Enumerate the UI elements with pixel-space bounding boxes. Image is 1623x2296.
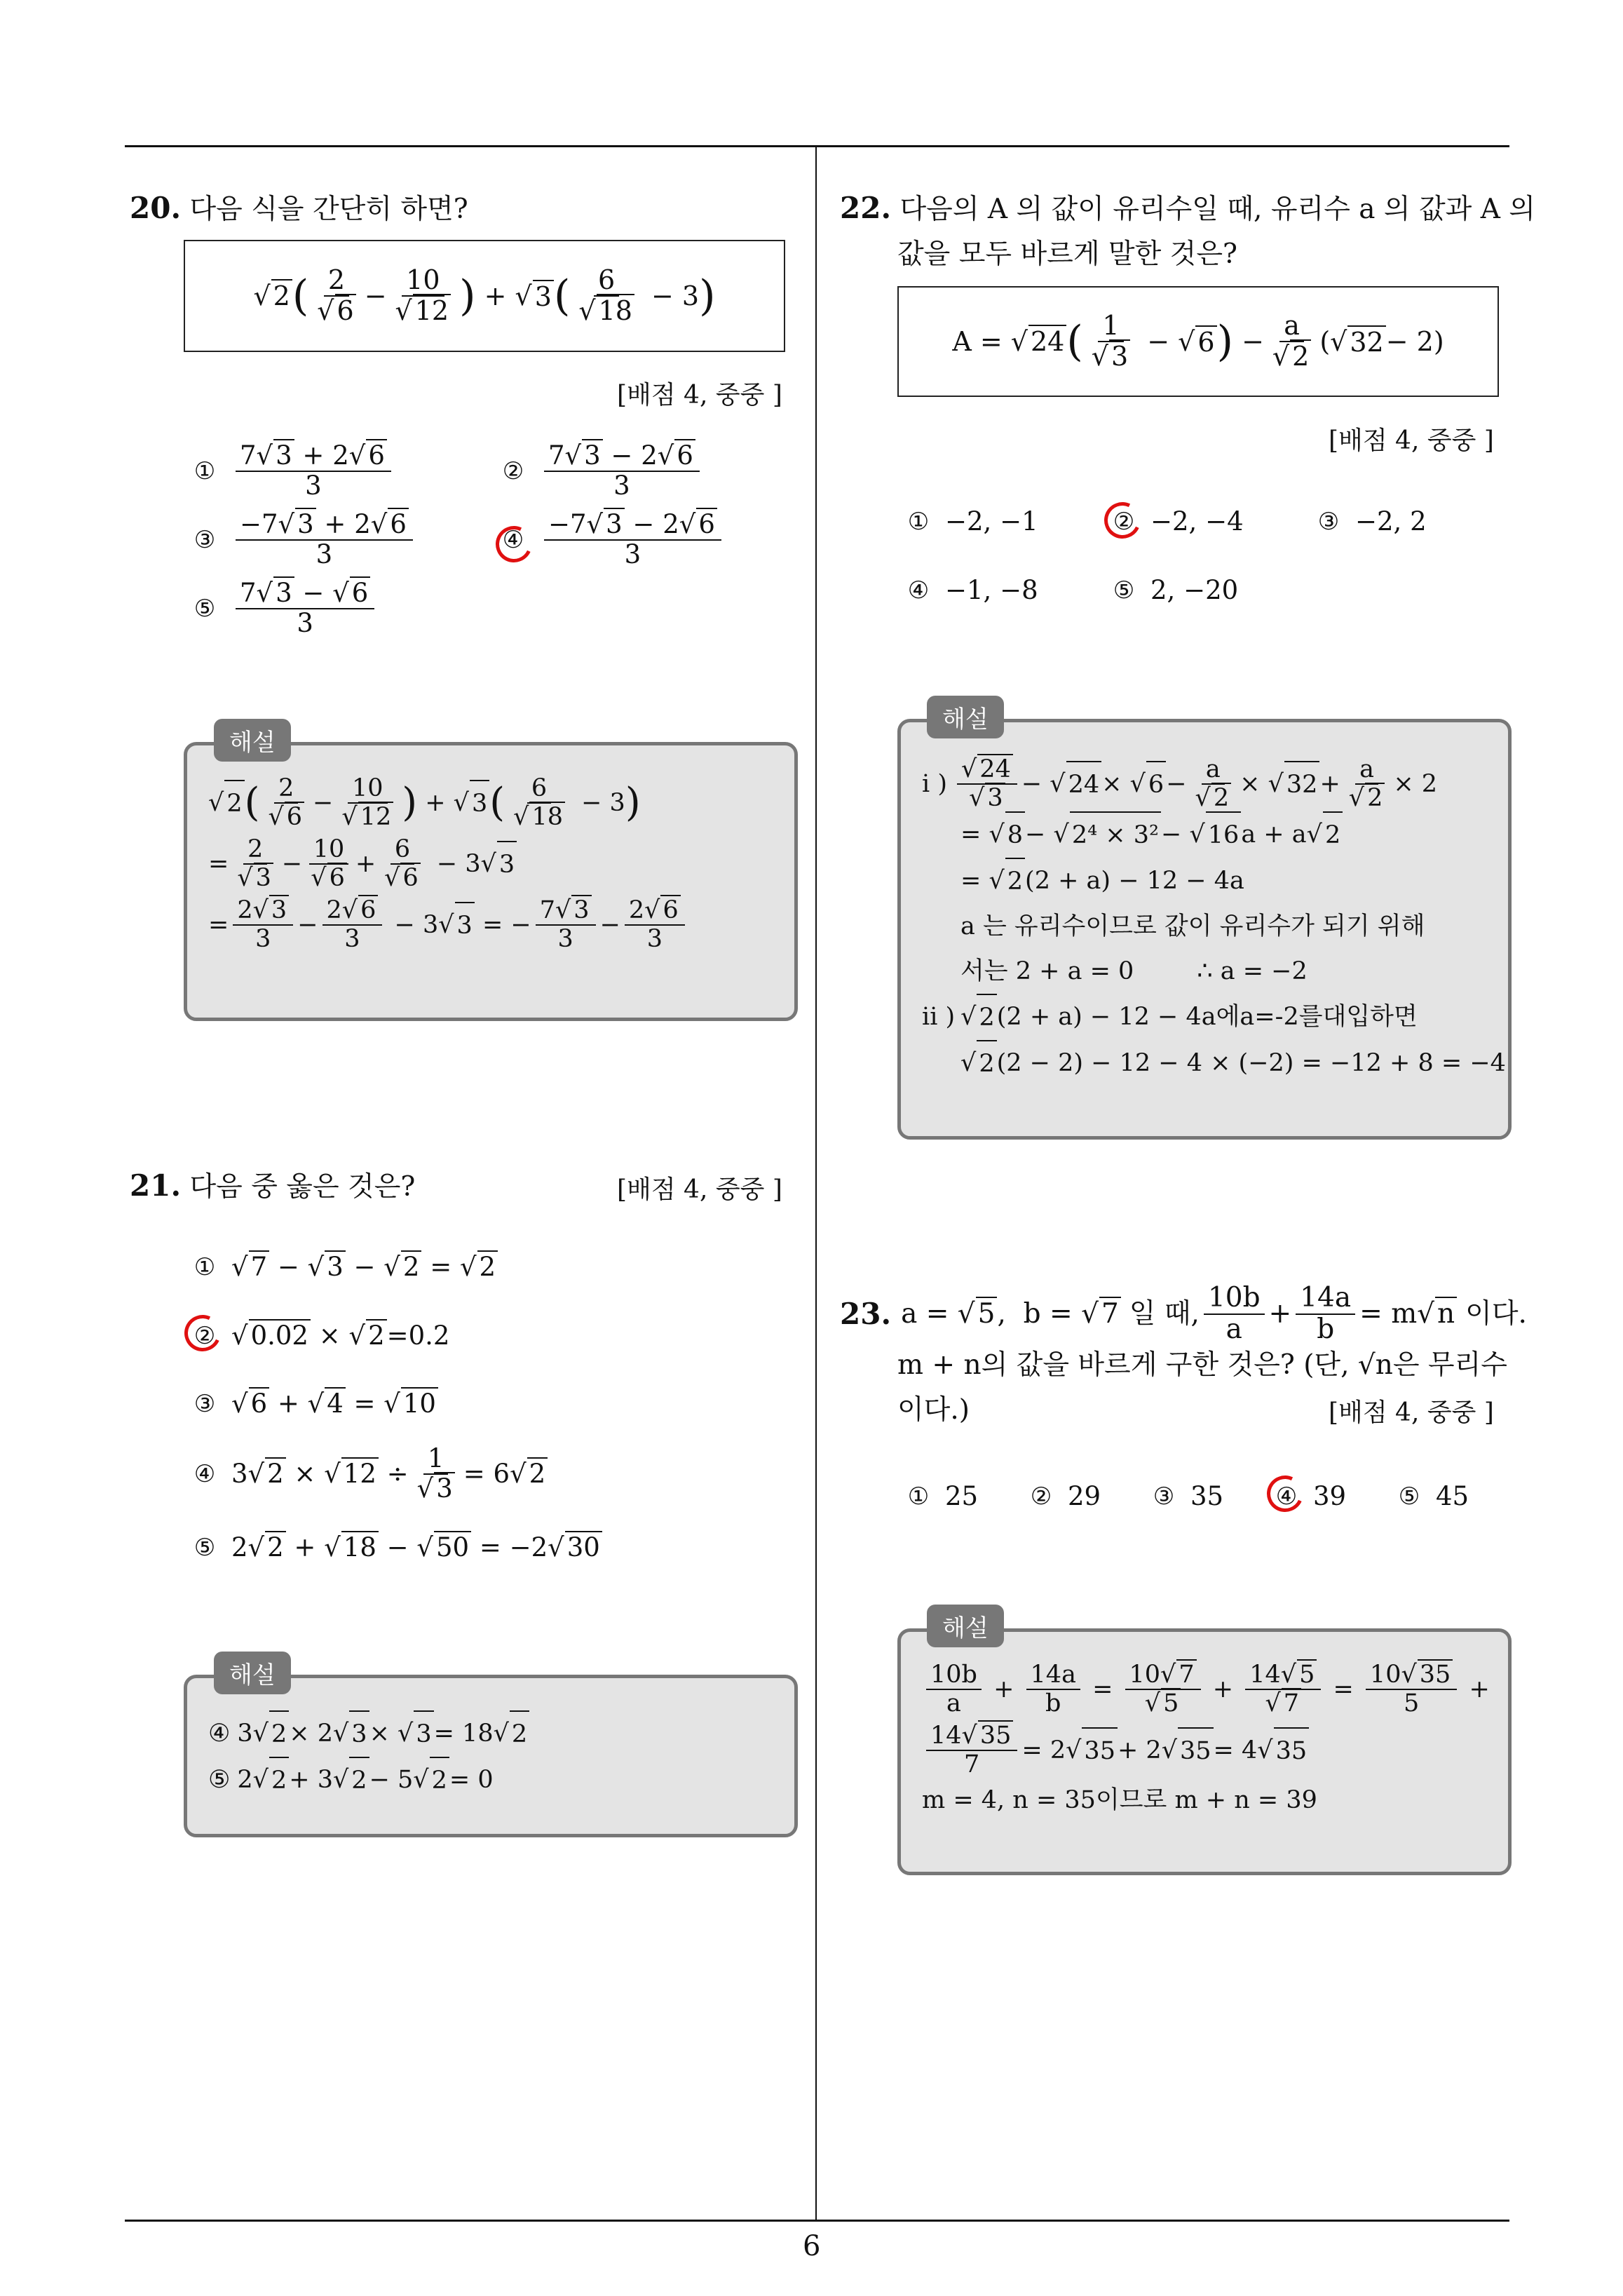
q21-question: 다음 중 옳은 것은? bbox=[189, 1171, 416, 1203]
q20-score: [배점 4, 중중 ] bbox=[617, 381, 782, 410]
q20-number: 20. bbox=[130, 191, 182, 225]
q23-choice-5[interactable]: ⑤ 45 bbox=[1398, 1481, 1469, 1511]
q20-choice-2[interactable]: ② $\frac{7√ 3 - 2√ 6}{3}$ bbox=[499, 442, 704, 500]
q23-line2: m + n의 값을 바르게 구한 것은? (단, √n은 무리수 bbox=[897, 1349, 1507, 1381]
q23-choice-2[interactable]: ② 29 bbox=[1030, 1481, 1101, 1511]
q21-number: 21. bbox=[130, 1168, 182, 1203]
q23-header: 23. a = √ 5, b = √ 7 일 때, $\frac{10b}{a}$ + $\frac{14a}{b}$ = m√ n 이다. bbox=[840, 1282, 1527, 1345]
q20-exp-line1: √ 2 ( $\frac{2}{√ 6}$ − $\frac{10}{√ 12}$ ) + √ 3 ( $\frac{6}{√ 18}$ − 3 ) bbox=[208, 774, 641, 831]
q23-exp-line1: $\frac{10b}{a}$ + $\frac{14a}{b}$ = $\frac{10√ 7}{√ 5}$ + $\frac{14√ 5}{√ 7}$ = $\frac{10√ 35}{5}$ + bbox=[922, 1661, 1487, 1717]
q20-exp-line3: = $\frac{2√ 3}{3}$ − $\frac{2√ 6}{3}$ − 3√ 3 = − $\frac{7√ 3}{3}$ − $\frac{2√ 6}{3}$ bbox=[208, 897, 773, 952]
q23-choice-3[interactable]: ③ 35 bbox=[1153, 1481, 1224, 1511]
q21-choice-1[interactable]: ① √ 7 − √ 3 − √ 2 = √ 2 bbox=[191, 1252, 498, 1282]
q21-explanation-tag: 해설 bbox=[214, 1652, 291, 1694]
q21-score: [배점 4, 중중 ] bbox=[617, 1175, 782, 1204]
q20-explanation-tag: 해설 bbox=[214, 719, 291, 762]
q22-choice-4[interactable]: ④ −1, −8 bbox=[907, 575, 1038, 605]
q20-header bbox=[130, 188, 468, 230]
q23-exp-line3: m = 4, n = 35이므로 m + n = 39 bbox=[922, 1786, 1317, 1814]
q21-choice-4[interactable]: ④ 3√ 2 × √ 12 ÷ $\frac{1}{√ 3}$ = 6√ 2 bbox=[191, 1445, 548, 1503]
q22-exp-line1: i ) $\frac{√ 24}{√ 3}$ − √ 24 × √ 6 − $\frac{a}{√ 2}$ × √ 32 + $\frac{a}{√ 2}$ × 2 bbox=[922, 755, 1438, 812]
top-rule bbox=[125, 145, 1509, 147]
q20-choice-3[interactable]: ③ $\frac{-7√ 3 + 2√ 6}{3}$ bbox=[191, 511, 417, 569]
q21-explanation bbox=[184, 1675, 798, 1837]
q21-choice-3[interactable]: ③ √ 6 + √ 4 = √ 10 bbox=[191, 1389, 438, 1419]
q23-text-when: 일 때, bbox=[1129, 1297, 1200, 1330]
q23-explanation bbox=[897, 1628, 1512, 1875]
q20-exp-line2: = $\frac{2}{√ 3}$ − $\frac{10}{√ 6}$ + $\frac{6}{√ 6}$ − 3√ 3 bbox=[208, 836, 773, 891]
q22-choice-3[interactable]: ③ −2, 2 bbox=[1317, 506, 1427, 536]
q22-number: 22. bbox=[840, 191, 892, 225]
q22-score: [배점 4, 중중 ] bbox=[1329, 426, 1494, 455]
q23-explanation-tag: 해설 bbox=[927, 1605, 1004, 1647]
q20-explanation bbox=[184, 742, 798, 1021]
q22-choice-2[interactable]: ② −2, −4 bbox=[1113, 506, 1244, 536]
bottom-rule bbox=[125, 2220, 1509, 2222]
q21-choice-5[interactable]: ⑤ 2√ 2 + √ 18 − √ 50 = −2√ 30 bbox=[191, 1532, 602, 1562]
q23-number: 23. bbox=[840, 1296, 892, 1331]
q23-score: [배점 4, 중중 ] bbox=[1329, 1398, 1494, 1427]
q22-exp-line4: a 는 유리수이므로 값이 유리수가 되기 위해 bbox=[960, 912, 1425, 940]
q22-question-line1: 다음의 A 의 값이 유리수일 때, 유리수 a 의 값과 A 의 bbox=[899, 194, 1535, 225]
q21-exp-line2: ⑤ 2√ 2 + 3√ 2 − 5√ 2 = 0 bbox=[208, 1757, 773, 1803]
q23-choice-1[interactable]: ① 25 bbox=[907, 1481, 979, 1511]
q22-exp-line7: √ 2 (2 − 2) − 12 − 4 × (−2) = −12 + 8 = −4 bbox=[922, 1040, 1487, 1086]
column-divider bbox=[815, 145, 817, 2221]
q21-exp-line1: ④ 3√ 2 × 2√ 3 × √ 3 = 18√ 2 bbox=[208, 1710, 773, 1757]
q22-choice-1[interactable]: ① −2, −1 bbox=[907, 506, 1038, 536]
q22-explanation-tag: 해설 bbox=[927, 696, 1004, 738]
q22-exp-line2: = √ 8 − √ 2⁴ × 3² − √ 16 a + a√ 2 bbox=[922, 811, 1487, 858]
q20-choice-5[interactable]: ⑤ $\frac{7√ 3 - √ 6}{3}$ bbox=[191, 579, 379, 637]
q22-header bbox=[840, 188, 1535, 230]
q22-question-line2: 값을 모두 바르게 말한 것은? bbox=[897, 238, 1237, 270]
q23-text-is: 이다. bbox=[1465, 1297, 1527, 1330]
q20-expression-box: √ 2 ( $\frac{2}{√ 6}$ − $\frac{10}{√ 12}$ ) + √ 3 ( $\frac{6}{√ 18}$ − 3 ) bbox=[184, 240, 785, 352]
q23-choice-4[interactable]: ④ 39 bbox=[1275, 1481, 1347, 1511]
page-number: 6 bbox=[803, 2230, 821, 2262]
q21-choice-2[interactable]: ② √ 0.02 × √ 2 =0.2 bbox=[193, 1321, 450, 1351]
q22-explanation bbox=[897, 719, 1512, 1140]
q20-question: 다음 식을 간단히 하면? bbox=[189, 194, 468, 225]
q22-expression-box: A = √ 24 ( $\frac{1}{√ 3}$ − √ 6 ) − $\frac{a}{√ 2}$ (√ 32 − 2) bbox=[897, 286, 1499, 397]
q22-exp-line6: ii ) √ 2 (2 + a) − 12 − 4a 에a=-2를대입하면 bbox=[922, 994, 1487, 1040]
q22-choice-5[interactable]: ⑤ 2, −20 bbox=[1113, 575, 1239, 605]
q20-choice-4[interactable]: ④ $\frac{-7√ 3 - 2√ 6}{3}$ bbox=[499, 511, 726, 569]
q22-exp-line5: 서는 2 + a = 0 ∴ a = −2 bbox=[960, 957, 1308, 985]
q22-exp-line3: = √ 2 (2 + a) − 12 − 4a bbox=[922, 858, 1487, 904]
q22-answer-circle bbox=[1099, 497, 1146, 544]
q23-line3: 이다.) bbox=[897, 1394, 970, 1426]
q21-header bbox=[130, 1166, 415, 1208]
q23-exp-line2: $\frac{14√ 35}{7}$ = 2√ 35 + 2√ 35 = 4√ 35 bbox=[922, 1722, 1487, 1778]
q20-choice-1[interactable]: ① $\frac{7√ 3 + 2√ 6}{3}$ bbox=[191, 442, 395, 500]
